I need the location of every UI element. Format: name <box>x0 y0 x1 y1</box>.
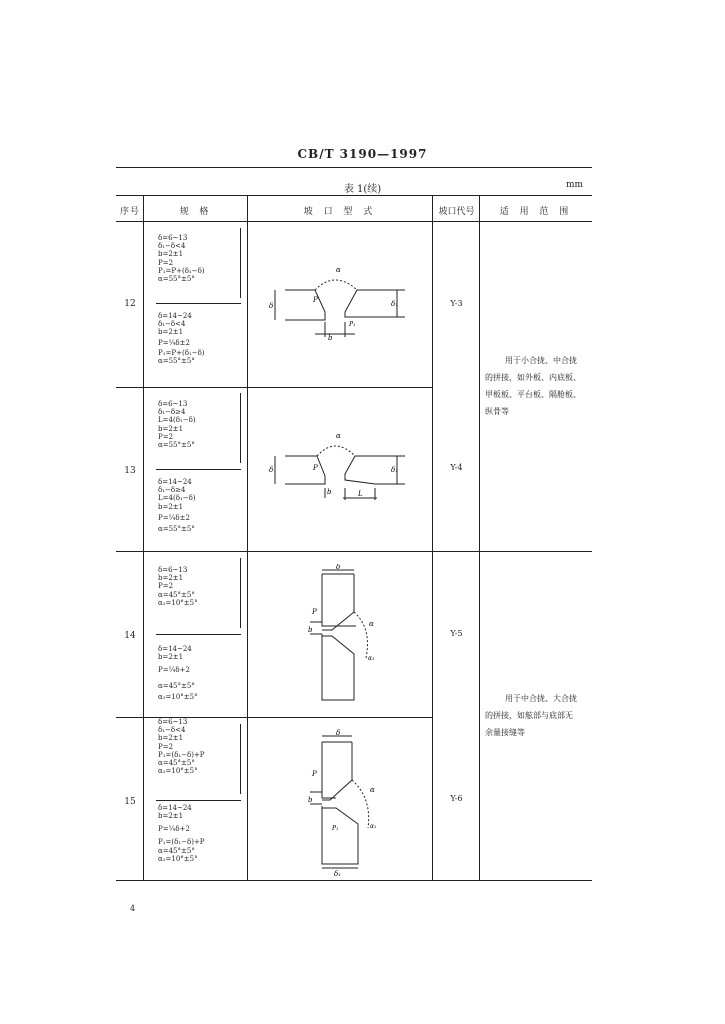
l-label: L <box>358 490 363 498</box>
delta1-label: δ₁ <box>391 466 399 474</box>
groove-code: Y-4 <box>450 463 463 472</box>
usage-line: 用于中合拢、大合拢 <box>505 694 577 703</box>
usage-text <box>485 690 591 741</box>
spec-line: δ₁−δ<4 <box>158 726 186 735</box>
p-label: P <box>312 770 317 778</box>
delta-label: δ <box>269 302 274 310</box>
delta1-label: δ₁ <box>391 300 399 308</box>
p1-label: P₁ <box>349 321 356 328</box>
b-label: b <box>327 488 332 496</box>
b-label: b <box>328 334 333 342</box>
spec-line: δ₁−δ<4 <box>158 242 186 251</box>
p-label: P <box>313 296 318 304</box>
spec-line: δ=6~13 <box>158 400 188 408</box>
spec-line: P=¼δ+2 <box>158 666 190 675</box>
p-label: P <box>312 608 317 616</box>
spec-line: α=55°±5° <box>158 524 195 533</box>
spec-line: α=55°±5° <box>158 356 195 365</box>
row-number: 14 <box>124 631 136 641</box>
header-rule <box>116 167 592 168</box>
groove-code: Y-3 <box>450 299 463 308</box>
alpha1-label: α₁ <box>368 655 375 662</box>
spec-line: α₁=10°±5° <box>158 693 198 702</box>
row-number: 15 <box>124 797 136 807</box>
spec-line: α₁=10°±5° <box>158 598 198 607</box>
usage-line: 纵骨等 <box>485 407 509 416</box>
spec-block <box>158 478 196 533</box>
row-number: 13 <box>124 466 136 476</box>
spec-line: α=45°±5° <box>158 846 195 855</box>
spec-line: α=55°±5° <box>158 275 195 284</box>
spec-line: δ=14~24 <box>158 804 192 812</box>
spec-line: δ=14~24 <box>158 478 192 486</box>
spec-line: L=4(δ₁−δ) <box>158 494 196 503</box>
spec-block <box>158 400 196 449</box>
col-header-usage: 适 用 范 围 <box>499 207 573 217</box>
spec-block <box>158 234 205 283</box>
spec-line: δ₁−δ<4 <box>158 320 186 329</box>
spec-block <box>158 804 205 863</box>
spec-line: δ=14~24 <box>158 312 192 320</box>
spec-line: P₁=(δ₁−δ)+P <box>158 750 205 759</box>
spec-block <box>158 718 205 775</box>
usage-line: 用于小合拢、中合拢 <box>505 356 577 365</box>
groove-diagram-y4 <box>265 428 415 508</box>
col-header-groove-code: 坡口代号 <box>438 207 475 217</box>
spec-line: b=2±1 <box>158 424 184 433</box>
spec-block <box>158 312 205 365</box>
usage-line: 甲板板、平台板、隔舱板、 <box>485 390 581 399</box>
col-header-no: 序号 <box>119 207 140 217</box>
delta1-label: δ₁ <box>334 870 342 878</box>
p1-label: P₁ <box>332 825 339 832</box>
spec-line: P₁=P+(δ₁−δ) <box>158 348 205 357</box>
spec-line: b=2±1 <box>158 502 184 511</box>
col-header-groove-type: 坡 口 型 式 <box>303 207 377 217</box>
spec-line: b=2±1 <box>158 574 184 583</box>
groove-diagram-y6 <box>296 728 386 878</box>
spec-line: α=45°±5° <box>158 682 195 691</box>
spec-line: α=45°±5° <box>158 759 195 768</box>
spec-line: δ=6~13 <box>158 566 188 574</box>
spec-line: δ=6~13 <box>158 718 188 726</box>
groove-code: Y-5 <box>450 629 463 638</box>
usage-line: 余量接缝等 <box>485 728 525 737</box>
delta-label: δ <box>336 729 341 737</box>
usage-line: 的拼接，如舷部与底部无 <box>485 711 573 720</box>
standard-number: CB/T 3190—1997 <box>297 147 428 161</box>
col-header-spec: 规 格 <box>179 207 213 217</box>
delta-label: δ <box>269 466 274 474</box>
spec-line: α₁=10°±5° <box>158 767 198 776</box>
alpha1-label: α₁ <box>370 823 377 830</box>
spec-line: α=55°±5° <box>158 441 195 450</box>
spec-line: P₁=P+(δ₁−δ) <box>158 266 205 275</box>
table-unit: mm <box>566 180 584 190</box>
spec-line: P=2 <box>158 432 174 441</box>
spec-line: P=¼δ±2 <box>158 338 190 347</box>
row-number: 12 <box>124 299 136 309</box>
alpha-label: α <box>336 432 341 440</box>
page-number: 4 <box>130 904 136 913</box>
spec-line: P=2 <box>158 582 174 591</box>
p-label: P <box>313 464 318 472</box>
spec-line: b=2±1 <box>158 812 184 821</box>
alpha-label: α <box>369 620 374 628</box>
spec-line: α=45°±5° <box>158 590 195 599</box>
usage-text <box>485 352 591 420</box>
spec-block <box>158 645 198 702</box>
spec-line: b=2±1 <box>158 250 184 259</box>
spec-line: P=¼δ+2 <box>158 825 190 834</box>
spec-line: P₁=(δ₁−δ)+P <box>158 838 205 847</box>
b-label: b <box>308 626 313 634</box>
spec-line: δ₁−δ≥4 <box>158 408 186 417</box>
spec-line: δ₁−δ≥4 <box>158 486 186 495</box>
spec-line: P=2 <box>158 258 174 267</box>
groove-diagram-y5 <box>296 564 386 704</box>
table-caption: 表 1(续) <box>343 184 382 195</box>
spec-line: α₁=10°±5° <box>158 854 198 863</box>
alpha-label: α <box>336 266 341 274</box>
usage-line: 的拼接，如外板、内底板、 <box>485 373 581 382</box>
spec-line: P=¼δ±2 <box>158 513 190 522</box>
alpha-label: α <box>370 786 375 794</box>
b-label: b <box>308 796 313 804</box>
groove-diagram-y3 <box>265 262 415 342</box>
spec-line: b=2±1 <box>158 328 184 337</box>
spec-line: δ=6~13 <box>158 234 188 242</box>
spec-line: L=4(δ₁−δ) <box>158 416 196 425</box>
spec-line: b=2±1 <box>158 734 184 743</box>
groove-code: Y-6 <box>450 794 463 803</box>
spec-line: b=2±1 <box>158 653 184 662</box>
delta-label: δ <box>336 564 341 571</box>
spec-block <box>158 566 198 607</box>
spec-line: δ=14~24 <box>158 645 192 653</box>
spec-line: P=2 <box>158 742 174 751</box>
